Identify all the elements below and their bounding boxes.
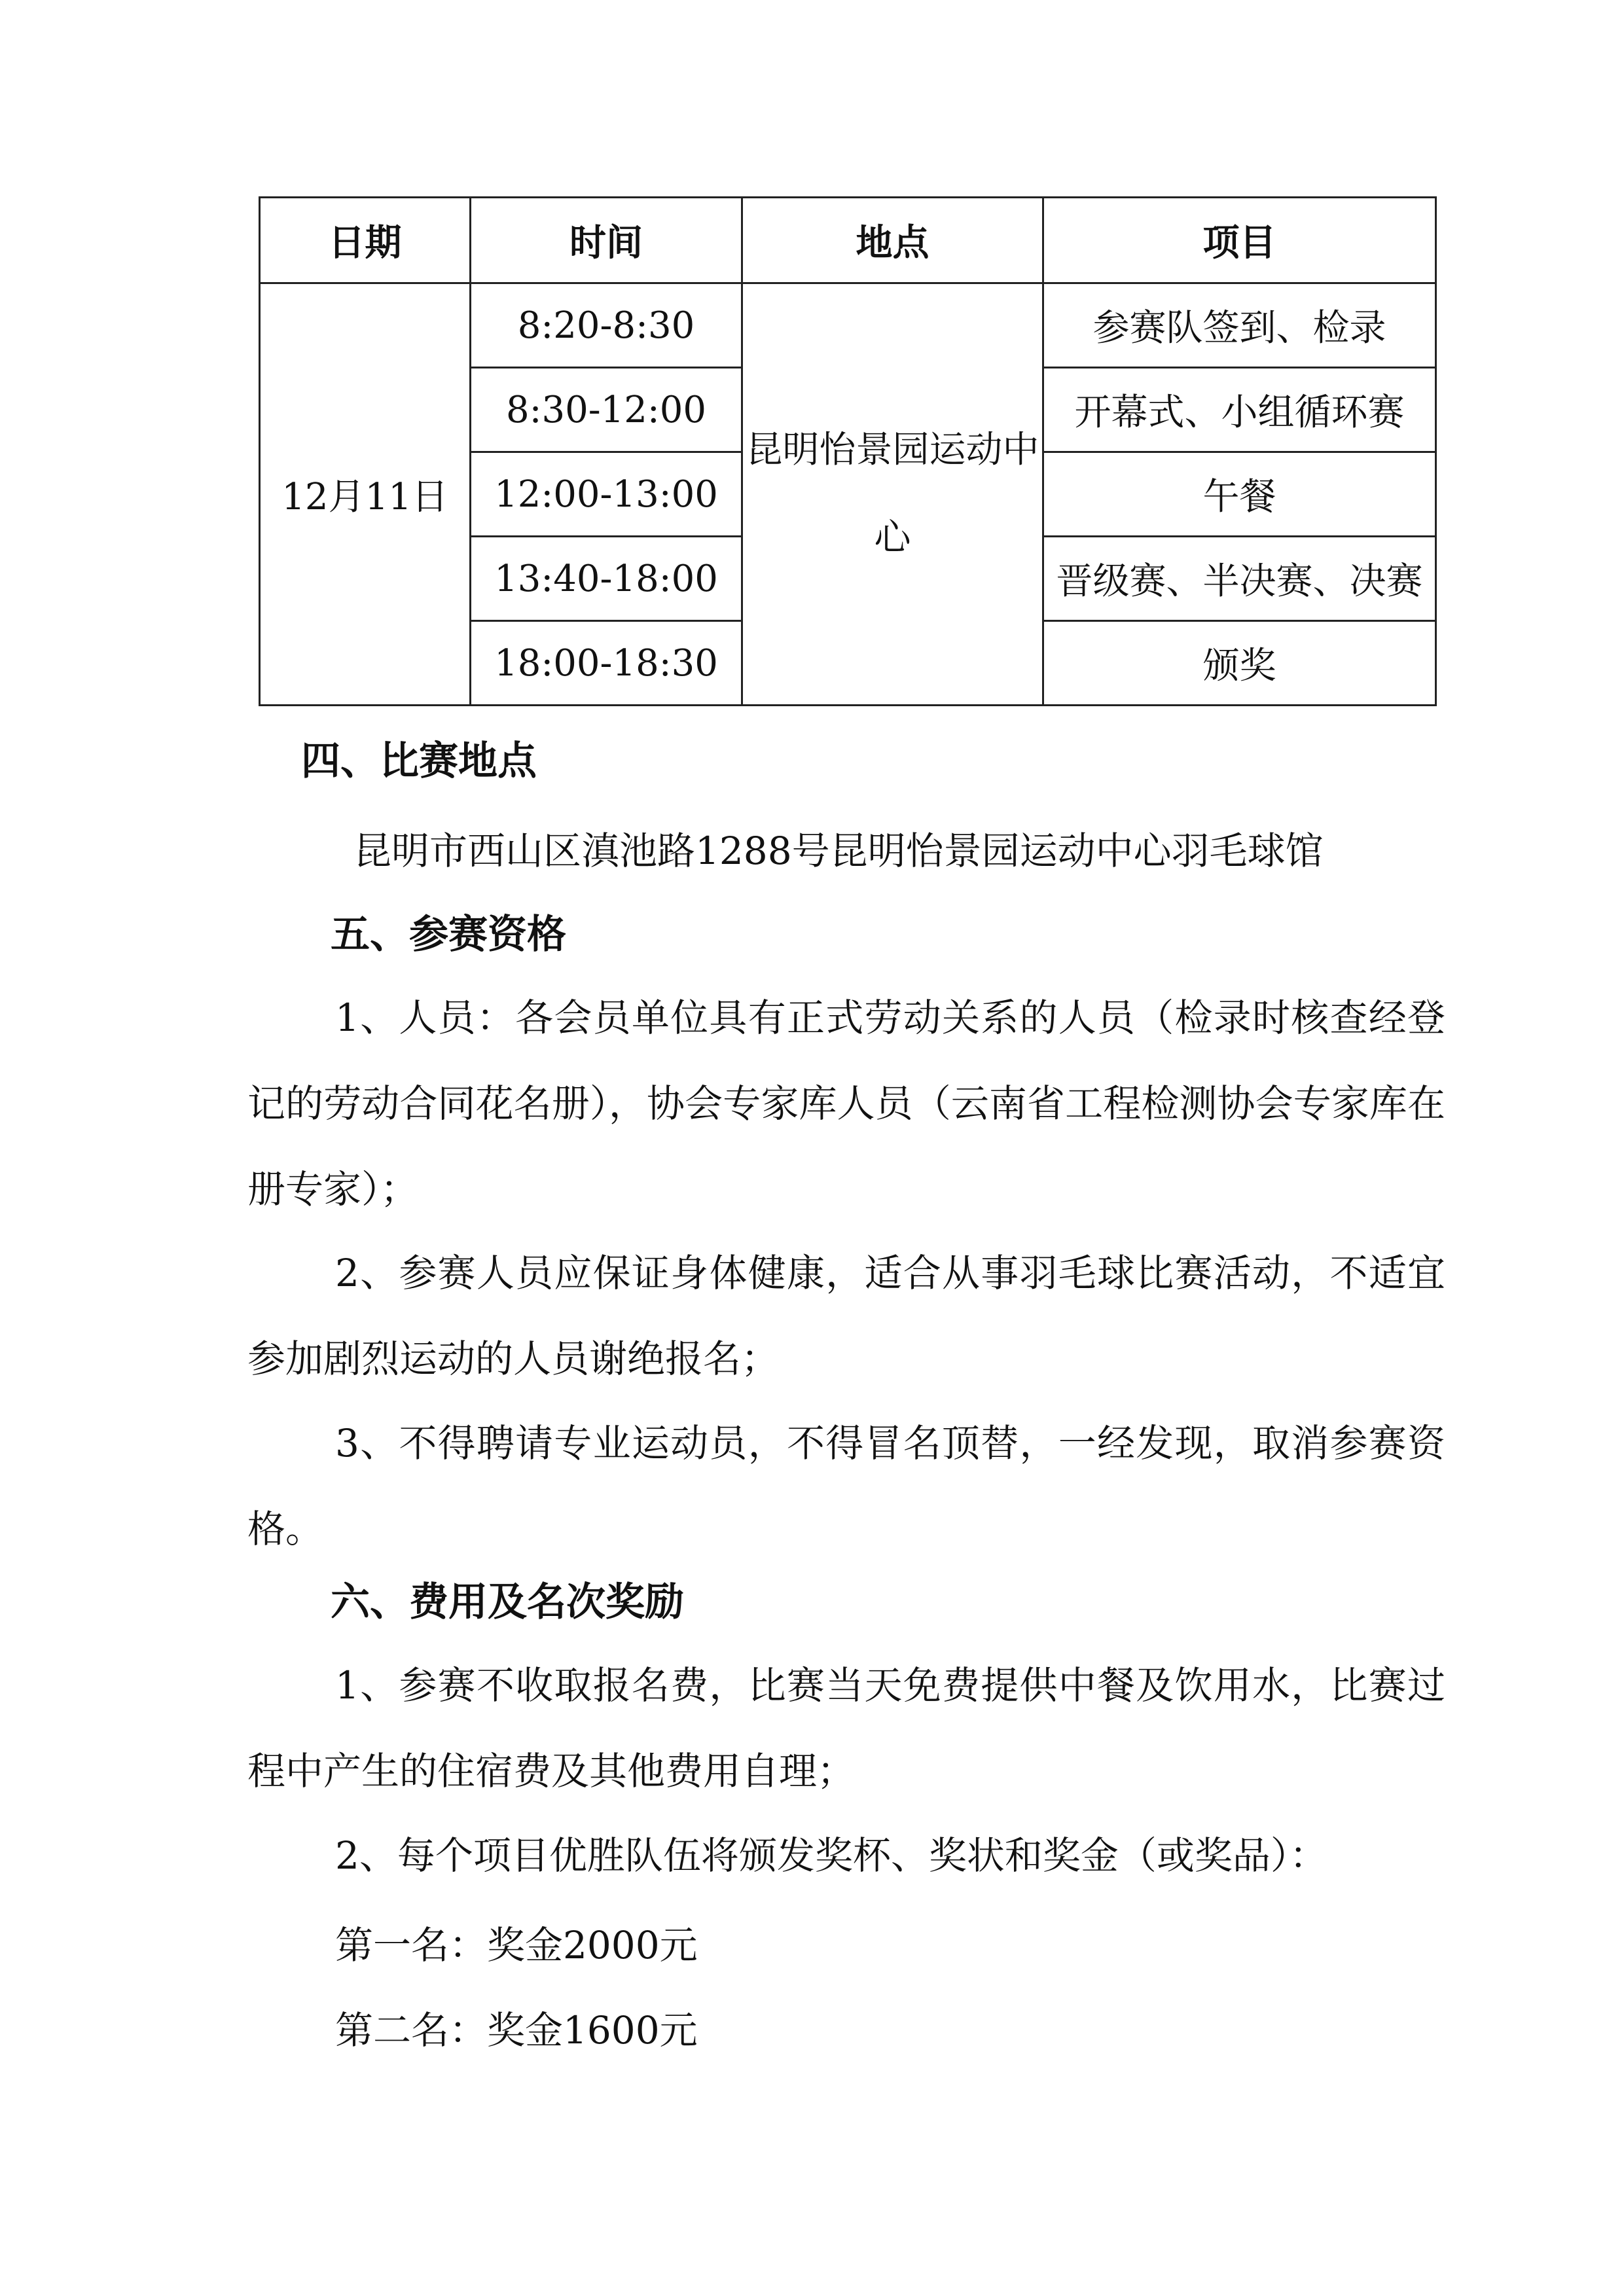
header-time: 时间 bbox=[471, 198, 742, 283]
time-cell: 13:40-18:00 bbox=[471, 537, 742, 621]
header-date: 日期 bbox=[260, 198, 471, 283]
fees-item-2: 2、每个项目优胜队伍将颁发奖杯、奖状和奖金（或奖品）： bbox=[335, 1833, 1327, 1878]
eligibility-item-3: 3、不得聘请专业运动员，不得冒名顶替，一经发现，取消参赛资格。 bbox=[247, 1421, 1445, 1551]
schedule-table bbox=[259, 196, 1437, 706]
item-cell: 开幕式、小组循环赛 bbox=[1043, 368, 1436, 452]
time-cell: 8:30-12:00 bbox=[471, 368, 742, 452]
section-4-heading: 四、比赛地点 bbox=[301, 738, 537, 784]
header-venue: 地点 bbox=[742, 198, 1043, 283]
section-5-heading: 五、参赛资格 bbox=[331, 912, 566, 958]
item-cell: 午餐 bbox=[1043, 452, 1436, 537]
item-cell: 晋级赛、半决赛、决赛 bbox=[1043, 537, 1436, 621]
eligibility-item-1: 1、人员：各会员单位具有正式劳动关系的人员（检录时核查经登记的劳动合同花名册），协会专家库人员（云南省工程检测协会专家库在册专家）； bbox=[247, 996, 1445, 1211]
date-cell: 12月11日 bbox=[260, 283, 471, 706]
venue-address: 昆明市西山区滇池路1288号昆明怡景园运动中心羽毛球馆 bbox=[353, 829, 1324, 873]
item-cell: 参赛队签到、检录 bbox=[1043, 283, 1436, 368]
eligibility-item-2: 2、参赛人员应保证身体健康，适合从事羽毛球比赛活动，不适宜参加剧烈运动的人员谢绝报名； bbox=[247, 1251, 1445, 1381]
table-row bbox=[260, 283, 1436, 368]
time-cell: 12:00-13:00 bbox=[471, 452, 742, 537]
venue-cell: 昆明怡景园运动中心 bbox=[742, 283, 1043, 706]
header-item: 项目 bbox=[1043, 198, 1436, 283]
table-header-row bbox=[260, 198, 1436, 283]
time-cell: 8:20-8:30 bbox=[471, 283, 742, 368]
section-6-heading: 六、费用及名次奖励 bbox=[331, 1579, 684, 1625]
time-cell: 18:00-18:30 bbox=[471, 621, 742, 706]
prize-second: 第二名：奖金1600元 bbox=[335, 2008, 698, 2053]
prize-first: 第一名：奖金2000元 bbox=[335, 1923, 698, 1967]
fees-item-1: 1、参赛不收取报名费，比赛当天免费提供中餐及饮用水，比赛过程中产生的住宿费及其他费用自理； bbox=[247, 1663, 1445, 1793]
item-cell: 颁奖 bbox=[1043, 621, 1436, 706]
